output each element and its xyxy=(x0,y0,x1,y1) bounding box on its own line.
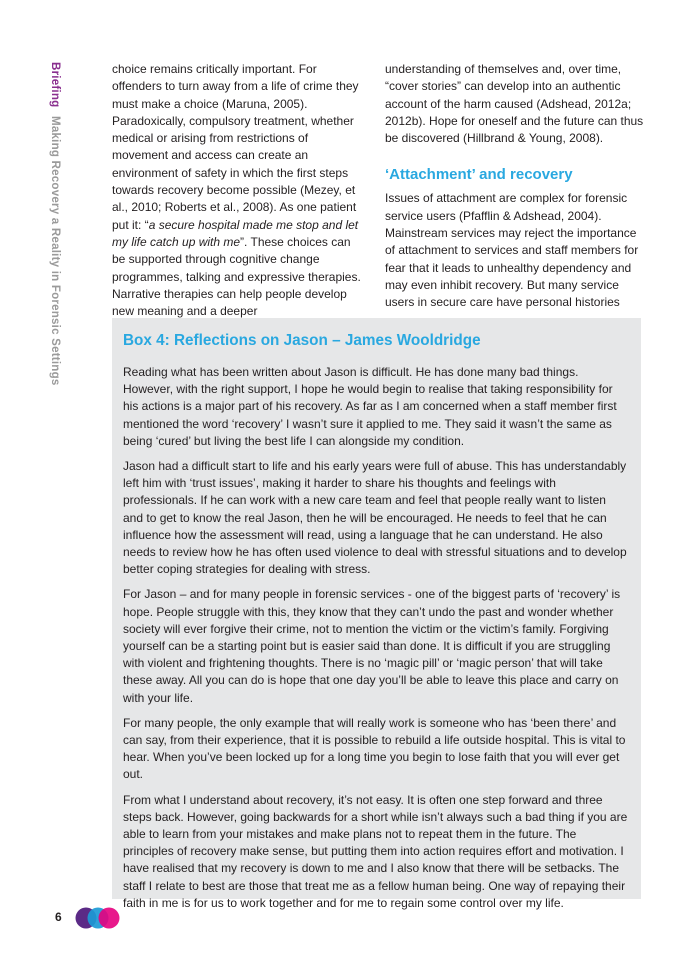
running-header xyxy=(49,62,62,386)
box-paragraph: Jason had a difficult start to life and his early years were full of abuse. This has understandably left him with ‘trust issues’, making it harder to share his thoughts and feelings with professionals. If he can work with a new care team and feel that people really want to listen and to get to know the real Jason, then he will be encouraged. He needs to feel that he can influence how the assessment will read, using a language that he can understand. He also needs to review how he has often used violence to deal with stressful situations and to develop better coping strategies for dealing with stress. xyxy=(123,459,627,577)
box-paragraph: From what I understand about recovery, it’s not easy. It is often one step forward and three steps back. However, going backwards for a short while isn’t always such a bad thing if you are able to learn from your mistakes and make plans not to repeat them in the future. The principles of recovery make sense, but putting them into action requires effort and motivation. I have realised that my recovery is down to me and I also know that there will be setbacks. The staff I relate to best are those that treat me as a fellow human being. One way of repaying their faith in me is for us to work together and for me to regain some control over my life. xyxy=(123,792,628,910)
document-title: Making Recovery a Reality in Forensic Settings xyxy=(49,116,62,386)
right-column xyxy=(385,61,647,312)
page-number: 6 xyxy=(55,910,62,924)
reflection-box xyxy=(112,318,641,910)
body-paragraph: Issues of attachment are complex for forensic service users (Pfafflin & Adshead, 2004). Mainstream services may reject the importance of attachment to services and staff members for fear that it leads to unhealthy dependency and may even inhibit recovery. But many service users in secure care have personal histories xyxy=(385,191,639,310)
box-paragraph: For Jason – and for many people in forensic services - one of the biggest parts of ‘recovery’ is hope. People struggle with this, they know that they can’t undo the past and wonder whether society will ever forgive their crime, not to mention the victim or the victim’s family. Forgiving yourself can be a starting point but is easier said than done. It is difficult if you are struggling with violent and frightening thoughts. There is no ‘magic pill’ or ‘magic person’ that will take these away. All you can do is hope that one day you’ll be able to leave this place and carry on with your life. xyxy=(123,587,621,705)
body-paragraph: choice remains critically important. For offenders to turn away from a life of crime they must make a choice (Maruna, 2005). Paradoxically, compulsory treatment, whether medical or arising from restrictions of movement and access can create an environment of safety in which the first steps towards recovery become possible (Mezey, et al., 2010; Roberts et al., 2008). As one patient put it: “a secure hospital made me stop and let my life catch up with me”. These choices can be supported through cognitive change programmes, talking and expressive therapies. Narrative therapies can help people develop new meaning and a deeper xyxy=(112,62,361,319)
box-title: Box 4: Reflections on Jason – James Wooldridge xyxy=(123,332,481,349)
body-paragraph: understanding of themselves and, over time, “cover stories” can develop into an authentic account of the harm caused (Adshead, 2012a; 2012b). Hope for oneself and the future can thus be discovered (Hillbrand & Young, 2008). xyxy=(385,62,644,146)
left-column xyxy=(112,61,362,320)
section-label: Briefing xyxy=(49,62,62,108)
box-paragraph: For many people, the only example that will really work is someone who has ‘been there’ and can say, from their experience, that it is possible to rebuild a life outside hospital. This is vital to hear. When you’ve been locked up for a long time you begin to lose faith that you will ever get out. xyxy=(123,715,626,782)
box-paragraph: Reading what has been written about Jason is difficult. He has done many bad things. However, with the right support, I hope he would begin to realise that taking responsibility for his actions is a major part of his recovery. As far as I am concerned when a staff member first mentioned the word ‘recovery’ I wasn’t sure it applied to me. They said it wasn’t the same as being ‘cured’ but living the best life I can alongside my condition. xyxy=(123,365,617,448)
logo-circles-icon xyxy=(75,906,121,930)
section-heading: ‘Attachment’ and recovery xyxy=(385,166,573,184)
patient-quote: a secure hospital made me stop and let my life catch up with me xyxy=(112,217,359,249)
